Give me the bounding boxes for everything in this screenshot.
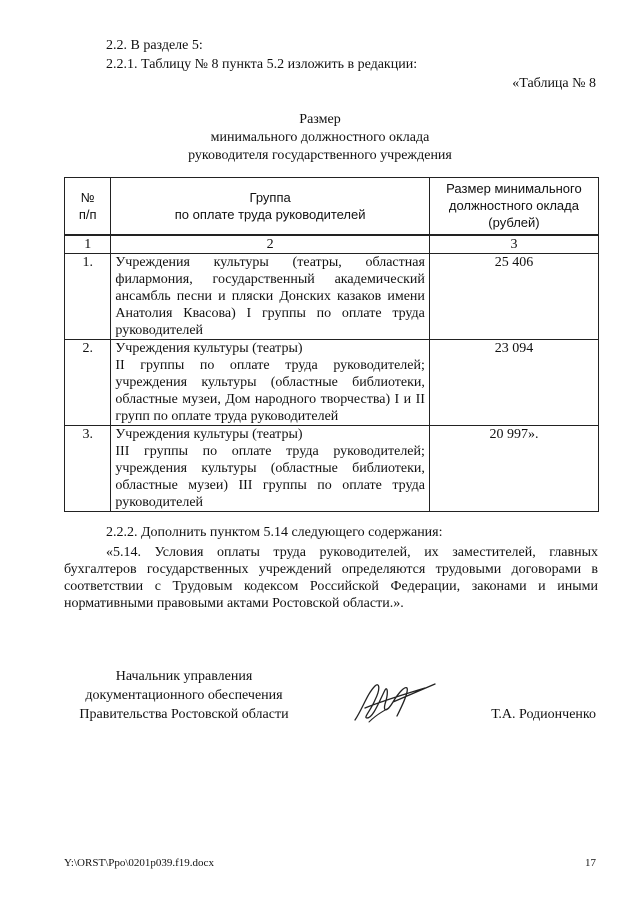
addition-instruction: 2.2.2. Дополнить пунктом 5.14 следующего содержания: [106,525,443,540]
column-number-3: 3 [429,235,598,254]
table-title-line-3: руководителя государственного учреждения [188,148,452,163]
column-number-1: 1 [65,235,111,254]
signatory-position-line-2: документационного обеспечения [85,688,283,703]
column-number-2: 2 [111,235,430,254]
signatory-position-line-3: Правительства Ростовской области [79,707,289,722]
section-heading: 2.2. В разделе 5: [106,38,203,53]
table-title-line-1: Размер [299,112,341,127]
row-group: Учреждения культуры (театры, областная филармония, государственный академический ансамбль песни и пляски Донских казаков имени Анатолия Квасова) I группы по оплате труда руководителей [111,253,430,339]
row-group: Учреждения культуры (театры) III группы по оплате труда руководителей; учреждения культуры (областные библиотеки, областные музеи) III группы по оплате труда руководителей [111,425,430,511]
salary-table [64,177,599,512]
header-size: Размер минимального должностного оклада (рублей) [429,178,598,235]
table-header-row [65,178,599,235]
column-numbers-row [65,235,599,254]
row-number: 3. [65,425,111,511]
footer-file-path: Y:\ORST\Ppo\0201p039.f19.docx [64,857,214,869]
row-number: 2. [65,339,111,425]
header-number: № п/п [65,178,111,235]
table-row [65,425,599,511]
addition-paragraph: «5.14. Условия оплаты труда руководителей, их заместителей, главных бухгалтеров государственных учреждений определяются трудовыми договорами в соответствии с Трудовым кодексом Российской Федерации, законами и иными нормативными правовыми актами Ростовской области.». [64,545,598,611]
page-number: 17 [585,857,596,869]
table-reference: «Таблица № 8 [512,76,596,91]
row-group: Учреждения культуры (театры) II группы по оплате труда руководителей; учреждения культуры (областные библиотеки, областные музеи, Дом народного творчества) I и II групп по оплате труда руководителей [111,339,430,425]
handwritten-signature [345,678,440,733]
row-number: 1. [65,253,111,339]
table-row [65,253,599,339]
table-row [65,339,599,425]
signatory-name: Т.А. Родионченко [491,707,596,722]
table-title-line-2: минимального должностного оклада [210,130,430,145]
row-size: 23 094 [429,339,598,425]
row-size: 25 406 [429,253,598,339]
instruction-line: 2.2.1. Таблицу № 8 пункта 5.2 изложить в редакции: [106,57,418,72]
row-size: 20 997». [429,425,598,511]
signature-icon [345,678,440,728]
header-group: Группа по оплате труда руководителей [111,178,430,235]
signatory-position-line-1: Начальник управления [115,669,253,684]
